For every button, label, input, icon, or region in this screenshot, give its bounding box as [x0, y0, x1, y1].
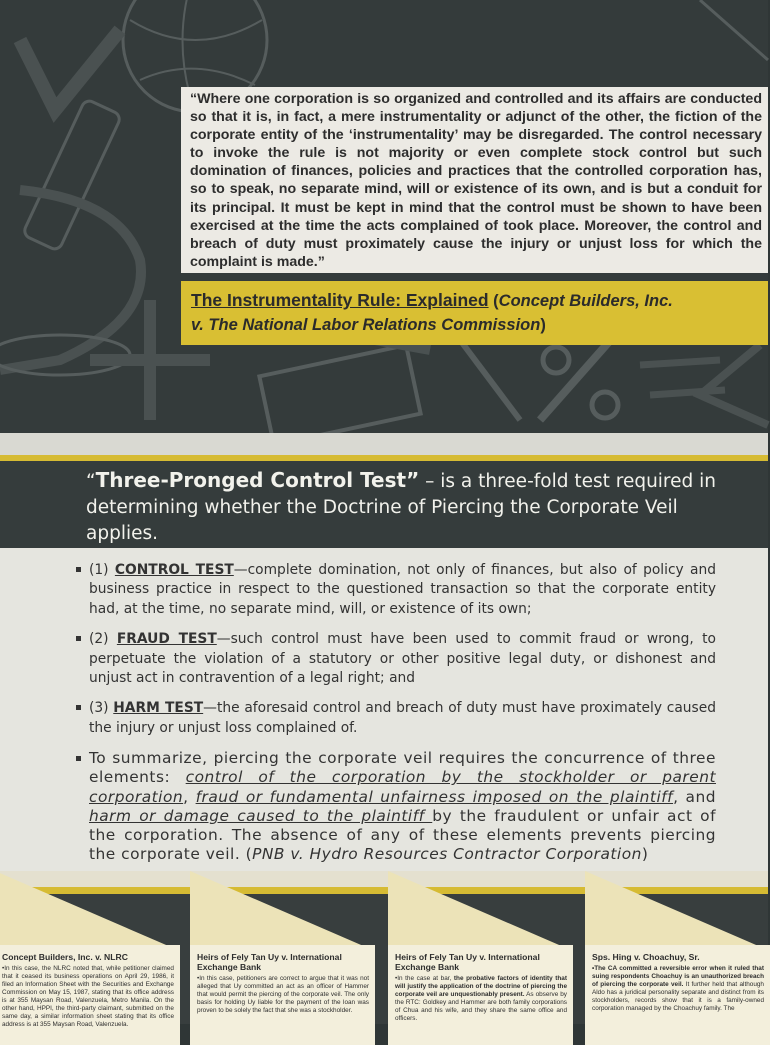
bullet-text: —complete domination, not only of finances, but also of policy and business practice in respect to the questioned transaction so that the corporate entity had, at the time, no separate mind, will, or existence of its own;: [89, 562, 716, 617]
case-text-post: It further held that although Aldo has a juridical personality separate and distinct from its stockholders, records show that it is a family-owned corporation managed by the Choachuy family. The: [592, 981, 764, 1012]
header-open-quote: “: [86, 471, 96, 492]
bullet-number: (3): [89, 700, 114, 717]
summary-element-fraud: fraud or fundamental unfairness imposed on the plaintiff: [195, 787, 674, 806]
bullet-term: HARM TEST: [113, 700, 204, 717]
instrumentality-title-box: [181, 281, 768, 345]
instrumentality-quote-box: [181, 87, 768, 273]
case-card-heirs-uy-2: [388, 945, 573, 1045]
check-mark-sketch: [20, 30, 120, 110]
header-term: Three-Pronged Control Test”: [95, 468, 420, 492]
summary-close: ): [641, 845, 649, 864]
instrumentality-title: [191, 288, 758, 313]
title-case-citation-2: v. The National Labor Relations Commission: [191, 316, 541, 334]
case-card-heirs-uy-1: [190, 945, 375, 1045]
instrumentality-title-line2: [191, 313, 758, 337]
case-text-post: As observe by the RTC: Goldkey and Hammer are both family corporations of Chua and his wife, and they share the same office and officers.: [395, 991, 567, 1022]
title-paren-open: (: [488, 292, 499, 310]
summary-citation: PNB v. Hydro Resources Contractor Corporation: [252, 845, 642, 864]
case-card-hing-choachuy: [585, 945, 770, 1045]
percent-sketch: [543, 347, 569, 373]
case-card-title: Sps. Hing v. Choachuy, Sr.: [592, 952, 700, 962]
harm-test-item: [74, 699, 716, 738]
summary-element-harm: harm or damage caused to the plaintiff: [89, 806, 433, 825]
case-card-concept-builders: [0, 945, 180, 1045]
summary-sep: , and: [673, 787, 716, 806]
title-main: The Instrumentality Rule: Explained: [191, 290, 489, 310]
title-paren-close: ): [540, 316, 546, 334]
fraud-test-item: [74, 630, 716, 688]
summary-intro: To summarize, piercing the corporate veil requires the concurrence of three elements:: [89, 749, 716, 787]
bullet-term: CONTROL TEST: [114, 562, 234, 578]
instrumentality-quote: “Where one corporation is so organized and controlled and its affairs are conducted so that it is, in fact, a mere instrumentality or adjunct of the other, the fiction of the corporate entity of the ‘instrumentality’ may be disregarded. The control necessary to invoke the rule is not majority or even complete stock control but such domination of finances, policies and practices that the controlled corporation has, so to speak, no separate mind, will or existence of its own, and is but a conduit for its principal. It must be kept in mind that the control must be shown to have been exercised at the time the acts complained of took place. Moreover, the control and breach of duty must proximately cause the injury or unjust loss for which the complaint is made.”: [190, 91, 762, 270]
card-tab-decoration: [190, 871, 375, 956]
slide-case-cards: [0, 871, 768, 1028]
card-tab-decoration: [585, 871, 770, 956]
bullet-number: (2): [89, 631, 117, 648]
case-card-title: Concept Builders, Inc. v. NLRC: [2, 952, 128, 962]
summary-sep: ,: [183, 787, 196, 806]
bullet-term: FRAUD TEST: [116, 631, 217, 648]
case-card-text: [395, 975, 567, 1022]
slide-instrumentality-rule: [0, 0, 768, 433]
title-case-citation-1: Concept Builders, Inc.: [498, 292, 673, 310]
case-card-title: Heirs of Fely Tan Uy v. International Exchange Bank: [197, 952, 342, 973]
bullet-text: —such control must have been used to commit fraud or wrong, to perpetuate the violation of a statutory or other positive legal duty, or dishonest and unjust act in contravention of a legal right; and: [89, 631, 716, 687]
card-tab-decoration: [0, 871, 180, 956]
case-text-bold: •The CA committed a reversible error when it ruled that suing respondents Choachuy is an unauthorized breach of piercing the corporate veil.: [592, 965, 764, 989]
case-text-bold: the probative factors of identity that will justify the application of the doctrine of piercing the corporate veil are unquestionably present.: [395, 975, 567, 999]
book-sketch: [259, 345, 420, 445]
slide-gap: [0, 433, 768, 455]
summary-rest: by the fraudulent or unfair act of the corporation. The absence of any of these elements prevents piercing the corporate veil. (: [89, 806, 717, 864]
tests-list: [74, 561, 716, 875]
slide-three-pronged-test: [0, 433, 768, 871]
case-card-text: •In this case, petitioners are correct to argue that it was not alleged that Uy committed an act as an officer of Hammer that would permit the piercing of the corporate veil. The only basis for holding Uy liable for the payment of the loan was proven to be solely the fact that she was a stockholder.: [197, 975, 369, 1015]
control-test-item: [74, 561, 716, 619]
case-text-pre: •In the case at bar,: [395, 975, 454, 983]
summary-element-control: control of the corporation by the stockholder or parent corporation: [89, 768, 716, 806]
header-definition: – is a three-fold test required in determining whether the Doctrine of Piercing the Corporate Veil applies.: [86, 471, 717, 544]
case-card-text: [592, 965, 764, 1012]
bullet-number: (1): [89, 562, 115, 578]
case-card-title: Heirs of Fely Tan Uy v. International Exchange Bank: [395, 952, 540, 973]
summary-item: [74, 749, 716, 864]
case-card-text: •In this case, the NLRC noted that, while petitioner claimed that it ceased its business operations on April 29, 1986, it filed an Information Sheet with the Securities and Exchange Commission on May 15, 1987, stating that its office address is at 355 Maysan Road, Valenzuela, Metro Manila. On the other hand, HPPI, the third-party claimant, submitted on the same day, a similar information sheet stating that its office address is at 355 Maysan Road, Valenzuela.: [2, 965, 174, 1028]
card-tab-decoration: [388, 871, 573, 956]
microscope-sketch: [22, 99, 122, 252]
bullet-text: —the aforesaid control and breach of duty must have proximately caused the injury or unjust loss complained of.: [89, 700, 716, 736]
three-pronged-header: [0, 461, 768, 548]
